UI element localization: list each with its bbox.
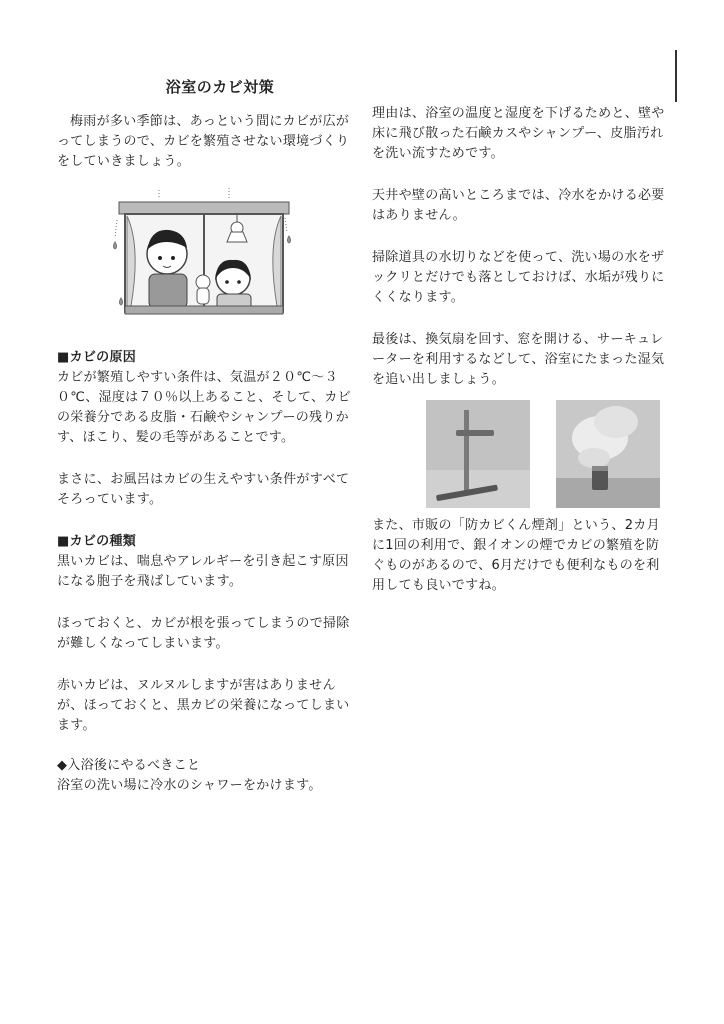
squeegee-paragraph: 掃除道具の水切りなどを使って、洗い場の水をザックリとだけでも落としておけば、水垢が残りにくくなります。	[372, 250, 665, 305]
cause-paragraph-1: カビが繁殖しやすい条件は、気温が２０℃～３０℃、湿度は７０％以上あること、そして、カビの栄養分である皮脂・石鹸やシャンプーの残りかす、ほこり、髪の毛等があることです。	[57, 370, 351, 445]
smoke-fogger-photo	[556, 400, 660, 508]
ventilation-paragraph: 最後は、換気扇を回す、窓を開ける、サーキュレーターを利用するなどして、浴室にたまった湿気を追い出しましょう。	[372, 332, 665, 387]
types-heading: ■カビの種類	[57, 534, 137, 549]
types-paragraph-2: ほっておくと、カビが根を張ってしまうので掃除が難しくなってしまいます。	[57, 616, 350, 651]
squeegee-photo	[426, 400, 530, 508]
intro-paragraph: 梅雨が多い季節は、あっという間にカビが広がってしまうので、カビを繁殖させない環境づくりをしていきましょう。	[57, 114, 350, 169]
types-paragraph-1: 黒いカビは、喘息やアレルギーを引き起こす原因になる胞子を飛ばしています。	[57, 554, 349, 589]
fogger-paragraph: また、市販の「防カビくん煙剤」という、2カ月に1回の利用で、銀イオンの煙でカビの繁殖を防ぐものがあるので、6月だけでも便利なものを利用しても良いですね。	[372, 518, 660, 593]
page-title: 浴室のカビ対策	[165, 78, 275, 96]
after-bath-heading: ◆入浴後にやるべきこと	[57, 758, 201, 773]
scan-edge-line	[675, 50, 677, 102]
after-bath-paragraph: 浴室の洗い場に冷水のシャワーをかけます。	[57, 778, 322, 793]
cause-heading: ■カビの原因	[57, 350, 137, 365]
reason-paragraph: 理由は、浴室の温度と湿度を下げるためと、壁や床に飛び散った石鹸カスやシャンプー、皮脂汚れを洗い流すためです。	[372, 106, 665, 161]
cause-paragraph-2: まさに、お風呂はカビの生えやすい条件がすべてそろっています。	[57, 472, 350, 507]
right-column	[372, 104, 672, 596]
left-column	[57, 112, 357, 796]
photo-row	[426, 400, 672, 508]
children-at-window-illustration	[109, 188, 299, 328]
ceiling-paragraph: 天井や壁の高いところまでは、冷水をかける必要はありません。	[372, 188, 665, 223]
types-paragraph-3: 赤いカビは、ヌルヌルしますが害はありませんが、ほっておくと、黒カビの栄養になってしまいます。	[57, 678, 350, 733]
